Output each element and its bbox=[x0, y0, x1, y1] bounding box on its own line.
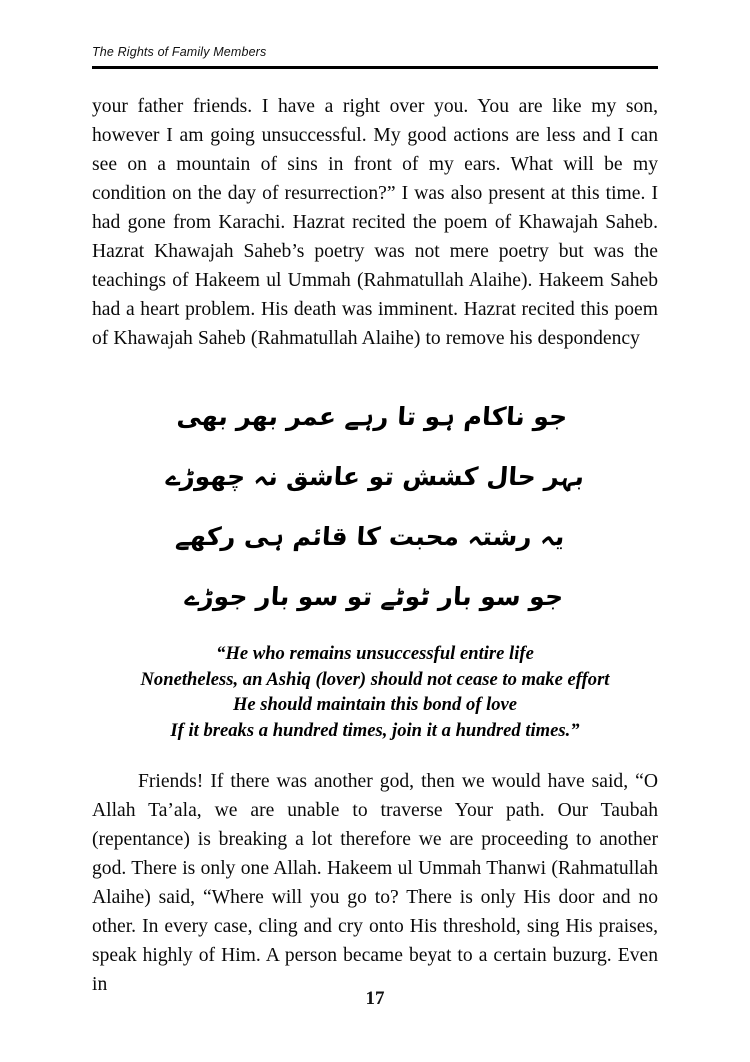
urdu-poem-line-3: یہ رشتہ محبت کا قائم ہی رکھے bbox=[174, 522, 566, 551]
urdu-poem-line-1: جو ناکام ہو تا رہے عمر بھر بھی bbox=[175, 402, 569, 431]
poem-translation-line-1: “He who remains unsuccessful entire life bbox=[216, 643, 534, 664]
running-header-title: The Rights of Family Members bbox=[92, 45, 267, 59]
poem-translation-line-3: He should maintain this bond of love bbox=[232, 694, 518, 715]
poem-translation-line-4: If it breaks a hundred times, join it a hundred times.” bbox=[170, 719, 580, 741]
poem-translation-block bbox=[92, 641, 658, 743]
header-divider-rule bbox=[92, 66, 658, 69]
paragraph-second: Friends! If there was another god, then we would have said, “O Allah Ta’ala, we are unable to traverse Your path. Our Taubah (repentance) is breaking a lot therefore we are proceeding to another god. There is only one Allah. Hakeem ul Ummah Thanwi (Rahmatullah Alaihe) said, “Where will you go to? There is only His door and no other. In every case, cling and cry onto His threshold, sing His praises, speak highly of Him. A person became beyat to a certain buzurg. Even in bbox=[92, 771, 658, 995]
spacer-before-poem bbox=[92, 353, 658, 361]
urdu-poem-block bbox=[92, 387, 658, 627]
urdu-poem-line-2: بہر حال کشش تو عاشق نہ چھوڑے bbox=[164, 462, 586, 491]
spacer-after-translation bbox=[92, 743, 658, 767]
page-content bbox=[92, 92, 658, 999]
page-number: 17 bbox=[365, 988, 385, 1009]
poem-translation-line-2: Nonetheless, an Ashiq (lover) should not cease to make effort bbox=[140, 668, 610, 690]
urdu-poem-line-4: جو سو بار ٹوٹے تو سو بار جوڑے bbox=[183, 582, 565, 611]
paragraph-first: your father friends. I have a right over you. You are like my son, however I am going unsuccessful. My good actions are less and I can see on a mountain of sins in front of my ears. What will be my condition on the day of resurrection?” I was also present at this time. I had gone from Karachi. Hazrat recited the poem of Khawajah Saheb. Hazrat Khawajah Saheb’s poetry was not mere poetry but was the teachings of Hakeem ul Ummah (Rahmatullah Alaihe). Hakeem Saheb had a heart problem. His death was imminent. Hazrat recited this poem of Khawajah Saheb (Rahmatullah Alaihe) to remove his despondency bbox=[92, 96, 658, 349]
page-header bbox=[92, 44, 658, 69]
